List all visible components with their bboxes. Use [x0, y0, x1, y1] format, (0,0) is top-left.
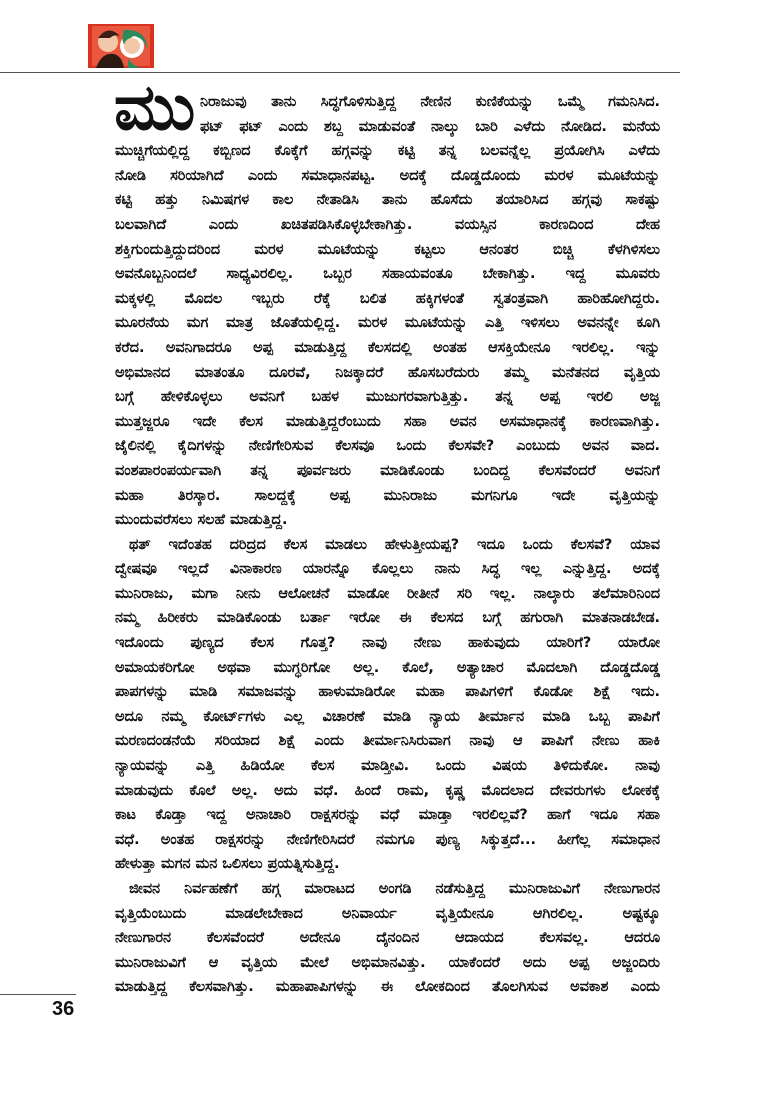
- paragraph-line: ವಧೆ. ಅಂತಹ ರಾಕ್ಷಸರನ್ನು ನೇಣಿಗೇರಿಸಿದರೆ ನಮಗೂ ಪುಣ್ಯ ಸಿಕ್ಕುತ್ತದೆ... ಹೀಗೆಲ್ಲ ಸಮಾಧಾನ: [115, 831, 660, 848]
- paragraph-line: ನ್ಯಾಯವನ್ನು ಎತ್ತಿ ಹಿಡಿಯೋ ಕೆಲಸ ಮಾಡ್ತೀವಿ. ಒಂದು ವಿಷಯ ತಿಳಿದುಕೋ. ನಾವು: [115, 758, 660, 775]
- paragraph-line: ಕಟ್ಟಿ ಹತ್ತು ನಿಮಿಷಗಳ ಕಾಲ ನೇತಾಡಿಸಿ ತಾನು ಹೊಸೆದು ತಯಾರಿಸಿದ ಹಗ್ಗವು ಸಾಕಷ್ಟು: [115, 192, 660, 209]
- paragraph-line: ಫಟ್ ಫಟ್ ಎಂದು ಶಬ್ದ ಮಾಡುವಂತೆ ನಾಲ್ಕು ಬಾರಿ ಎಳೆದು ನೋಡಿದ. ಮನೆಯ: [200, 118, 660, 135]
- paragraph-line: ವೃತ್ತಿಯೆಂಬುದು ಮಾಡಲೇಬೇಕಾದ ಅನಿವಾರ್ಯ ವೃತ್ತಿಯೇನೂ ಆಗಿರಲಿಲ್ಲ. ಅಷ್ಟಕ್ಕೂ: [115, 905, 660, 922]
- paragraph-line: ಮರಣದಂಡನೆಯೆ ಸರಿಯಾದ ಶಿಕ್ಷೆ ಎಂದು ತೀರ್ಮಾನಿಸಿರುವಾಗ ನಾವು ಆ ಪಾಪಿಗೆ ನೇಣು ಹಾಕಿ: [115, 733, 660, 750]
- paragraph-line: ನಿರಾಜುವು ತಾನು ಸಿದ್ಧಗೊಳಿಸುತ್ತಿದ್ದ ನೇಣಿನ ಕುಣಿಕೆಯನ್ನು ಒಮ್ಮೆ ಗಮನಿಸಿದ.: [200, 94, 660, 110]
- paragraph-line: ಕಾಟ ಕೊಡ್ತಾ ಇದ್ದ ಅನಾಚಾರಿ ರಾಕ್ಷಸರನ್ನು ವಧೆ ಮಾಡ್ತಾ ಇರಲಿಲ್ಲವೆ? ಹಾಗೆ ಇದೂ ಸಹಾ: [115, 807, 660, 824]
- paragraph-line: ಇದೊಂದು ಪುಣ್ಯದ ಕೆಲಸ ಗೊತ್ತ? ನಾವು ನೇಣು ಹಾಕುವುದು ಯಾರಿಗೆ? ಯಾರೋ: [115, 635, 660, 652]
- paragraph-line: ಬಲವಾಗಿದೆ ಎಂದು ಖಚಿತಪಡಿಸಿಕೊಳ್ಳಬೇಕಾಗಿತ್ತು. ವಯಸ್ಸಿನ ಕಾರಣದಿಂದ ದೇಹ: [115, 216, 660, 233]
- paragraph-line: ದ್ವೇಷವೂ ಇಲ್ಲದೆ ವಿನಾಕಾರಣ ಯಾರನ್ನೊ ಕೊಲ್ಲಲು ನಾನು ಸಿದ್ಧ ಇಲ್ಲ ಎನ್ನುತ್ತಿದ್ದ. ಅದಕ್ಕೆ: [115, 561, 660, 578]
- paragraph-line: ಮಾಡುವುದು ಕೊಲೆ ಅಲ್ಲ. ಅದು ವಧೆ. ಹಿಂದೆ ರಾಮ, ಕೃಷ್ಣ ಮೊದಲಾದ ದೇವರುಗಳು ಲೋಕಕ್ಕೆ: [115, 782, 660, 799]
- drop-cap: ಮು: [114, 71, 194, 145]
- paragraph-line: ಅದೂ ನಮ್ಮ ಕೋರ್ಟ್‌ಗಳು ಎಲ್ಲ ವಿಚಾರಣೆ ಮಾಡಿ ನ್ಯಾಯ ತೀರ್ಮಾನ ಮಾಡಿ ಒಬ್ಬ ಪಾಪಿಗೆ: [115, 708, 660, 725]
- paragraph-line: ಮುನಿರಾಜು, ಮಗಾ ನೀನು ಆಲೋಚನೆ ಮಾಡೋ ರೀತೀನೆ ಸರಿ ಇಲ್ಲ. ನಾಲ್ಕಾರು ತಲೆಮಾರಿನಿಂದ: [115, 585, 660, 602]
- paragraph-line: ನೋಡಿ ಸರಿಯಾಗಿದೆ ಎಂದು ಸಮಾಧಾನಪಟ್ಟ. ಅದಕ್ಕೆ ದೊಡ್ಡದೊಂದು ಮರಳ ಮೂಟೆಯನ್ನು: [115, 167, 660, 184]
- paragraph-line: ಜೈಲಿನಲ್ಲಿ ಕೈದಿಗಳನ್ನು ನೇಣಿಗೇರಿಸುವ ಕೆಲಸವೂ ಒಂದು ಕೆಲಸವೇ? ಎಂಬುದು ಅವನ ವಾದ.: [115, 438, 660, 455]
- paragraph-line: ಪಾಪಗಳನ್ನು ಮಾಡಿ ಸಮಾಜವನ್ನು ಹಾಳುಮಾಡಿರೋ ಮಹಾ ಪಾಪಿಗಳಿಗೆ ಕೊಡೋ ಶಿಕ್ಷೆ ಇದು.: [115, 684, 660, 701]
- paragraph-line: ಶಕ್ತಿಗುಂದುತ್ತಿದ್ದುದರಿಂದ ಮರಳ ಮೂಟೆಯನ್ನು ಕಟ್ಟಲು ಆನಂತರ ಬಿಚ್ಚಿ ಕೆಳಗಿಳಿಸಲು: [115, 241, 660, 258]
- paragraph-line: ಮಾಡುತ್ತಿದ್ದ ಕೆಲಸವಾಗಿತ್ತು. ಮಹಾಪಾಪಿಗಳನ್ನು ಈ ಲೋಕದಿಂದ ತೊಲಗಿಸುವ ಅವಕಾಶ ಎಂದು: [115, 979, 660, 996]
- paragraph-line: ನೇಣುಗಾರನ ಕೆಲಸವೆಂದರೆ ಅದೇನೂ ದೈನಂದಿನ ಆದಾಯದ ಕೆಲಸವಲ್ಲ. ಆದರೂ: [115, 930, 660, 947]
- paragraph-line: ಜೀವನ ನಿರ್ವಹಣೆಗೆ ಹಗ್ಗ ಮಾರಾಟದ ಅಂಗಡಿ ನಡೆಸುತ್ತಿದ್ದ ಮುನಿರಾಜುವಿಗೆ ನೇಣುಗಾರನ: [129, 881, 660, 897]
- paragraph-line: ಮಹಾ ತಿರಸ್ಕಾರ. ಸಾಲದ್ದಕ್ಕೆ ಅಪ್ಪ ಮುನಿರಾಜು ಮಗನಿಗೂ ಇದೇ ವೃತ್ತಿಯನ್ನು: [115, 487, 660, 504]
- paragraph-line: ಅಭಿಮಾನದ ಮಾತಂತೂ ದೂರವೆ, ನಿಜಕ್ಕಾದರೆ ಹೊಸಬರೆದುರು ತಮ್ಮ ಮನೆತನದ ವೃತ್ತಿಯ: [115, 364, 660, 381]
- footer-rule: [0, 994, 76, 995]
- paragraph-line: ಮುಚ್ಚಿಗೆಯಲ್ಲಿದ್ದ ಕಬ್ಬಿಣದ ಕೊಕ್ಕೆಗೆ ಹಗ್ಗವನ್ನು ಕಟ್ಟಿ ತನ್ನ ಬಲವನ್ನೆಲ್ಲ ಪ್ರಯೋಗಿಸಿ ಎಳೆದು: [115, 143, 660, 160]
- paragraph-line: ಅಮಾಯಕರಿಗೋ ಅಥವಾ ಮುಗ್ಧರಿಗೋ ಅಲ್ಲ. ಕೊಲೆ, ಅತ್ಯಾಚಾರ ಮೊದಲಾಗಿ ದೊಡ್ಡದೊಡ್ಡ: [115, 659, 660, 676]
- page-number: 36: [52, 998, 75, 1020]
- magazine-logo-icon: [88, 24, 154, 68]
- paragraph-line: ನಮ್ಮ ಹಿರೀಕರು ಮಾಡಿಕೊಂಡು ಬರ್ತಾ ಇರೋ ಈ ಕೆಲಸದ ಬಗ್ಗೆ ಹಗುರಾಗಿ ಮಾತನಾಡಬೇಡ.: [115, 610, 660, 627]
- paragraph-line: ಮುನಿರಾಜುವಿಗೆ ಆ ವೃತ್ತಿಯ ಮೇಲೆ ಅಭಿಮಾನವಿತ್ತು. ಯಾಕೆಂದರೆ ಅದು ಅಪ್ಪ ಅಜ್ಜಂದಿರು: [115, 954, 660, 971]
- paragraph-line: ಮಕ್ಕಳಲ್ಲಿ ಮೊದಲ ಇಬ್ಬರು ರೆಕ್ಕೆ ಬಲಿತ ಹಕ್ಕಿಗಳಂತೆ ಸ್ವತಂತ್ರವಾಗಿ ಹಾರಿಹೋಗಿದ್ದರು.: [115, 290, 660, 307]
- paragraph-line: ಮುತ್ತಜ್ಜರೂ ಇದೇ ಕೆಲಸ ಮಾಡುತ್ತಿದ್ದರೆಂಬುದು ಸಹಾ ಅವನ ಅಸಮಾಧಾನಕ್ಕೆ ಕಾರಣವಾಗಿತ್ತು.: [115, 413, 660, 430]
- paragraph-line: ಅವನೊಬ್ಬನಿಂದಲೆ ಸಾಧ್ಯವಿರಲಿಲ್ಲ. ಒಬ್ಬರ ಸಹಾಯವಂತೂ ಬೇಕಾಗಿತ್ತು. ಇದ್ದ ಮೂವರು: [115, 266, 660, 283]
- header-rule: [0, 72, 680, 73]
- paragraph-line: ಮೂರನೆಯ ಮಗ ಮಾತ್ರ ಜೊತೆಯಲ್ಲಿದ್ದ. ಮರಳ ಮೂಟೆಯನ್ನು ಎತ್ತಿ ಇಳಿಸಲು ಅವನನ್ನೇ ಕೂಗಿ: [115, 315, 660, 332]
- paragraph-line: ಥತ್ ಇದೆಂತಹ ದರಿದ್ರದ ಕೆಲಸ ಮಾಡಲು ಹೇಳುತ್ತೀಯಪ್ಪ? ಇದೂ ಒಂದು ಕೆಲಸವೆ? ಯಾವ: [129, 536, 660, 553]
- paragraph-line: ವಂಶಪಾರಂಪರ್ಯವಾಗಿ ತನ್ನ ಪೂರ್ವಜರು ಮಾಡಿಕೊಂಡು ಬಂದಿದ್ದ ಕೆಲಸವೆಂದರೆ ಅವನಿಗೆ: [115, 462, 660, 479]
- paragraph-line: ಹೇಳುತ್ತಾ ಮಗನ ಮನ ಒಲಿಸಲು ಪ್ರಯತ್ನಿಸುತ್ತಿದ್ದ.: [115, 856, 340, 873]
- paragraph-line: ಮುಂದುವರೆಸಲು ಸಲಹೆ ಮಾಡುತ್ತಿದ್ದ.: [115, 512, 288, 529]
- paragraph-line: ಬಗ್ಗೆ ಹೇಳಿಕೊಳ್ಳಲು ಅವನಿಗೆ ಬಹಳ ಮುಜುಗರವಾಗುತ್ತಿತ್ತು. ತನ್ನ ಅಪ್ಪ ಇರಲಿ ಅಜ್ಜ: [115, 389, 660, 406]
- paragraph-line: ಕರೆದ. ಅವನಿಗಾದರೂ ಅಪ್ಪ ಮಾಡುತ್ತಿದ್ದ ಕೆಲಸದಲ್ಲಿ ಅಂತಹ ಆಸಕ್ತಿಯೇನೂ ಇರಲಿಲ್ಲ. ಇನ್ನು: [115, 339, 660, 356]
- article-body: [115, 90, 660, 1000]
